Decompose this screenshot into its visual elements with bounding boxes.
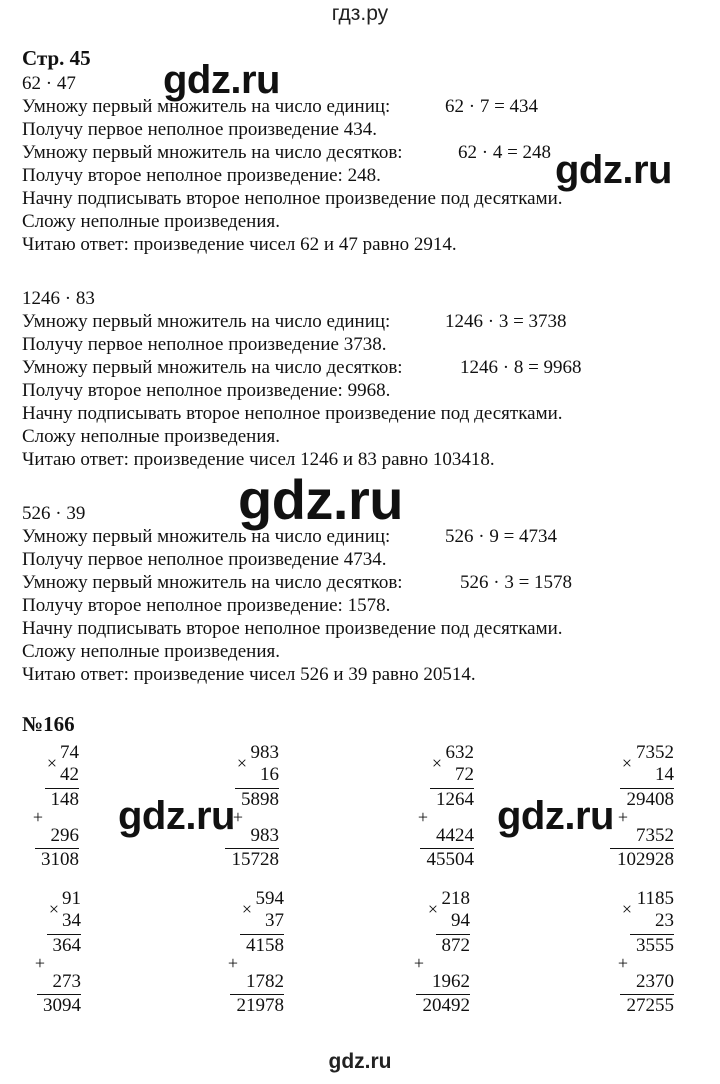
multiplication-rule [436, 934, 470, 935]
multiply-sign: × [46, 753, 57, 773]
watermark: gdz.ru [163, 58, 280, 102]
answer-line: Читаю ответ: произведение чисел 62 и 47 равно 2914. [22, 234, 457, 255]
explanation-line: Получу второе неполное произведение: 248. [22, 165, 381, 186]
multiplier: 72 [455, 764, 474, 785]
multiplicand: 7352 [636, 742, 674, 763]
product-result: 27255 [626, 995, 674, 1016]
equation: 526 · 9 = 4734 [445, 526, 558, 547]
multiply-sign: × [621, 899, 632, 919]
explanation-line: Начну подписывать второе неполное произведение под десятками. [22, 618, 563, 639]
multiplier: 34 [62, 910, 81, 931]
explanation-line: Умножу первый множитель на число десятков: [22, 572, 403, 593]
product-result: 45504 [426, 849, 474, 870]
partial-product-2: 1962 [432, 971, 470, 992]
watermark: gdz.ru [118, 794, 235, 838]
product-result: 20492 [422, 995, 470, 1016]
multiply-sign: × [431, 753, 442, 773]
equation: 526 · 3 = 1578 [460, 572, 573, 593]
exercise-heading: №166 [22, 712, 75, 736]
sum-rule [610, 848, 674, 849]
plus-sign: + [232, 807, 243, 827]
explanation-line: Сложу неполные произведения. [22, 426, 280, 447]
multiplicand: 218 [441, 888, 470, 909]
partial-product-2: 983 [250, 825, 279, 846]
plus-sign: + [34, 953, 45, 973]
example-expression: 1246 · 83 [22, 288, 95, 309]
sum-rule [35, 848, 79, 849]
site-footer: gdz.ru [328, 1050, 392, 1073]
explanation-line: Сложу неполные произведения. [22, 641, 280, 662]
partial-product-1: 364 [52, 935, 81, 956]
partial-product-1: 872 [441, 935, 470, 956]
multiply-sign: × [621, 753, 632, 773]
equation: 1246 · 3 = 3738 [445, 311, 567, 332]
product-result: 102928 [617, 849, 674, 870]
partial-product-2: 4424 [436, 825, 474, 846]
multiplication-rule [47, 934, 81, 935]
column-multiplication [1, 888, 81, 1028]
page-heading: Стр. 45 [22, 46, 91, 70]
sum-rule [37, 994, 81, 995]
partial-product-1: 4158 [246, 935, 284, 956]
multiplier: 23 [655, 910, 674, 931]
multiply-sign: × [241, 899, 252, 919]
multiplier: 94 [451, 910, 470, 931]
multiplier: 16 [260, 764, 279, 785]
explanation-line: Получу первое неполное произведение 3738. [22, 334, 387, 355]
column-multiplication [390, 888, 470, 1028]
sum-rule [416, 994, 470, 995]
partial-product-2: 1782 [246, 971, 284, 992]
product-result: 15728 [231, 849, 279, 870]
explanation-line: Умножу первый множитель на число десятков: [22, 357, 403, 378]
plus-sign: + [617, 953, 628, 973]
explanation-line: Умножу первый множитель на число единиц: [22, 526, 391, 547]
multiplicand: 632 [445, 742, 474, 763]
multiplication-rule [620, 788, 674, 789]
partial-product-1: 5898 [241, 789, 279, 810]
partial-product-1: 148 [50, 789, 79, 810]
explanation-line: Получу второе неполное произведение: 9968. [22, 380, 391, 401]
equation: 62 · 7 = 434 [445, 96, 539, 117]
watermark: gdz.ru [238, 468, 403, 531]
partial-product-2: 296 [50, 825, 79, 846]
explanation-line: Умножу первый множитель на число десятков: [22, 142, 403, 163]
sum-rule [420, 848, 474, 849]
explanation-line: Умножу первый множитель на число единиц: [22, 311, 391, 332]
multiplication-rule [630, 934, 674, 935]
multiply-sign: × [48, 899, 59, 919]
multiplicand: 91 [62, 888, 81, 909]
multiplication-rule [235, 788, 279, 789]
partial-product-2: 2370 [636, 971, 674, 992]
plus-sign: + [617, 807, 628, 827]
multiplicand: 1185 [636, 888, 674, 909]
partial-product-2: 7352 [636, 825, 674, 846]
sum-rule [620, 994, 674, 995]
partial-product-1: 1264 [436, 789, 474, 810]
plus-sign: + [417, 807, 428, 827]
multiplier: 37 [265, 910, 284, 931]
plus-sign: + [413, 953, 424, 973]
sum-rule [230, 994, 284, 995]
answer-line: Читаю ответ: произведение чисел 1246 и 83 равно 103418. [22, 449, 495, 470]
explanation-line: Начну подписывать второе неполное произведение под десятками. [22, 188, 563, 209]
explanation-line: Начну подписывать второе неполное произведение под десятками. [22, 403, 563, 424]
equation: 62 · 4 = 248 [458, 142, 552, 163]
example-expression: 62 · 47 [22, 73, 76, 94]
partial-product-1: 3555 [636, 935, 674, 956]
explanation-line: Умножу первый множитель на число единиц: [22, 96, 391, 117]
multiplicand: 594 [255, 888, 284, 909]
partial-product-2: 273 [52, 971, 81, 992]
explanation-line: Получу первое неполное произведение 434. [22, 119, 377, 140]
column-multiplication [394, 742, 474, 882]
multiplication-rule [430, 788, 474, 789]
multiply-sign: × [236, 753, 247, 773]
explanation-line: Сложу неполные произведения. [22, 211, 280, 232]
partial-product-1: 29408 [626, 789, 674, 810]
plus-sign: + [32, 807, 43, 827]
multiplier: 14 [655, 764, 674, 785]
product-result: 21978 [236, 995, 284, 1016]
plus-sign: + [227, 953, 238, 973]
watermark: gdz.ru [497, 794, 614, 838]
multiplication-rule [240, 934, 284, 935]
answer-line: Читаю ответ: произведение чисел 526 и 39 равно 20514. [22, 664, 476, 685]
product-result: 3108 [41, 849, 79, 870]
column-multiplication [594, 888, 674, 1028]
equation: 1246 · 8 = 9968 [460, 357, 582, 378]
explanation-line: Получу второе неполное произведение: 1578. [22, 595, 391, 616]
multiplicand: 74 [60, 742, 79, 763]
product-result: 3094 [43, 995, 81, 1016]
column-multiplication [204, 888, 284, 1028]
example-expression: 526 · 39 [22, 503, 86, 524]
multiplicand: 983 [250, 742, 279, 763]
site-header: гдз.ру [331, 2, 389, 25]
multiplication-rule [45, 788, 79, 789]
multiplier: 42 [60, 764, 79, 785]
column-multiplication [0, 742, 79, 882]
watermark: gdz.ru [555, 148, 672, 192]
sum-rule [225, 848, 279, 849]
multiply-sign: × [427, 899, 438, 919]
explanation-line: Получу первое неполное произведение 4734. [22, 549, 387, 570]
